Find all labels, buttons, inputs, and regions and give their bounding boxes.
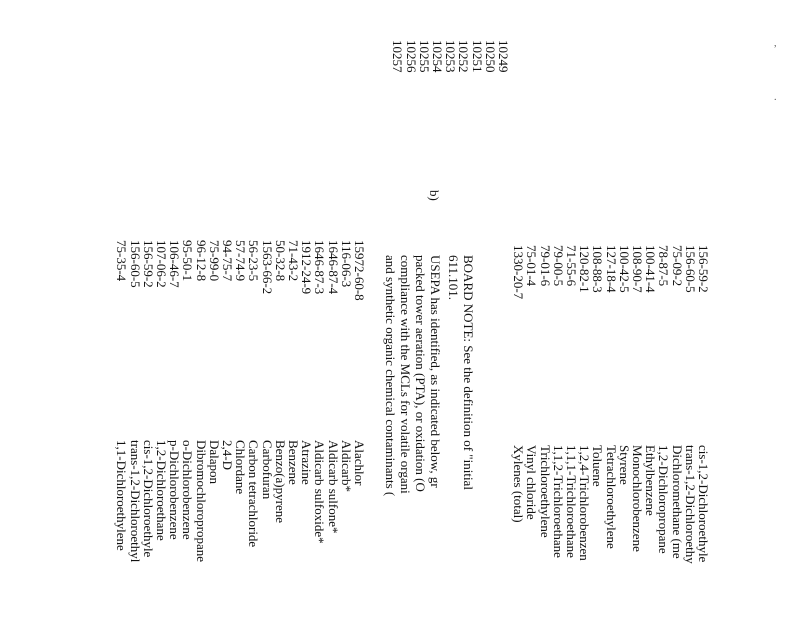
page-mark-top: , xyxy=(774,38,777,49)
cas-number-bottom: 75-99-0 xyxy=(206,240,222,282)
paragraph-b-line: USEPA has identified, as indicated below, gr xyxy=(428,255,443,488)
chemical-name-bottom: Chlordane xyxy=(233,440,249,495)
section-code: 10256 xyxy=(403,40,419,73)
cas-number-bottom: 1912-24-9 xyxy=(299,240,315,295)
cas-number-bottom: 106-46-7 xyxy=(167,240,183,288)
chemical-name-top: 1,1,2-Trichloroethane xyxy=(550,445,566,558)
cas-number-bottom: 1646-87-3 xyxy=(312,240,328,295)
section-code: 10255 xyxy=(416,40,432,73)
cas-number-bottom: 156-59-2 xyxy=(140,240,156,288)
chemical-name-top: Xylenes (total) xyxy=(511,445,527,523)
chemical-name-top: Dichloromethane (me xyxy=(669,445,685,559)
cas-number-top: 156-59-2 xyxy=(696,245,711,293)
section-code: 10250 xyxy=(482,40,498,73)
chemical-name-top: trans-1,2-Dichloroethy xyxy=(682,445,698,564)
cas-number-bottom: 107-06-2 xyxy=(154,240,169,288)
chemical-name-top: 1,2-Dichloropropane xyxy=(656,445,672,554)
cas-number-top: 100-42-5 xyxy=(616,245,632,293)
board-note-line: 611.101. xyxy=(446,255,461,301)
cas-number-bottom: 95-50-1 xyxy=(180,240,196,282)
cas-number-bottom: 56-23-5 xyxy=(246,240,262,282)
cas-number-bottom: 1646-87-4 xyxy=(325,240,341,295)
cas-number-bottom: 94-75-7 xyxy=(220,240,235,282)
paragraph-b-line: compliance with the MCLs for volatile organi xyxy=(398,255,413,494)
cas-number-top: 71-55-6 xyxy=(564,245,579,287)
section-code: 10252 xyxy=(456,40,472,73)
chemical-name-top: Vinyl chloride xyxy=(524,445,540,520)
chemical-name-bottom: Aldicarb sulfoxide* xyxy=(312,440,328,544)
list-b-label: b) xyxy=(427,190,442,201)
paragraph-b-line: packed tower aeration (PTA), or oxidation (O xyxy=(413,255,428,492)
cas-number-top: 156-60-5 xyxy=(682,245,698,293)
chemical-name-top: Monochlorobenzene xyxy=(630,445,645,552)
chemical-name-top: 1,2,4-Trichlorobenzen xyxy=(577,445,593,561)
chemical-name-bottom: Benzo(a)pyrene xyxy=(272,440,288,524)
chemical-name-bottom: Benzene xyxy=(286,440,301,485)
cas-number-top: 108-88-3 xyxy=(590,245,606,293)
cas-number-bottom: 50-32-8 xyxy=(272,240,288,282)
cas-number-top: 127-18-4 xyxy=(603,245,619,293)
cas-number-bottom: 1563-66-2 xyxy=(259,240,275,295)
chemical-name-bottom: p-Dichlorobenzene xyxy=(167,440,183,540)
cas-number-top: 75-01-4 xyxy=(524,245,540,287)
chemical-name-bottom: Dalapon xyxy=(206,440,222,485)
chemical-name-top: Ethylbenzene xyxy=(643,445,659,516)
chemical-name-top: cis-1,2-Dichloroethyle xyxy=(696,445,711,563)
cas-number-bottom: 57-74-9 xyxy=(233,240,249,282)
chemical-name-bottom: trans-1,2-Dichloroethyl xyxy=(127,440,143,563)
cas-number-bottom: 96-12-8 xyxy=(193,240,209,282)
section-code: 10251 xyxy=(469,40,485,73)
chemical-name-top: 1,1,1-Trichloroethane xyxy=(564,445,579,558)
chemical-name-bottom: Aldicarb sulfone* xyxy=(325,440,341,534)
chemical-name-bottom: Carbon tetrachloride xyxy=(246,440,262,548)
cas-number-bottom: 156-60-5 xyxy=(127,240,143,288)
chemical-name-bottom: cis-1,2-Dichloroethyle xyxy=(140,440,156,558)
cas-number-top: 108-90-7 xyxy=(630,245,645,293)
page-mark-bottom: . xyxy=(774,92,777,103)
chemical-name-bottom: Alachlor xyxy=(352,440,367,486)
cas-number-top: 120-82-1 xyxy=(577,245,593,293)
paragraph-b-line: and synthetic organic chemical contaminants ( xyxy=(383,255,398,497)
cas-number-bottom: 75-35-4 xyxy=(114,240,130,282)
board-note-line: BOARD NOTE: See the definition of "initial xyxy=(461,255,476,490)
cas-number-top: 75-09-2 xyxy=(669,245,685,287)
chemical-name-bottom: 1,1-Dichloroethylene xyxy=(114,440,130,551)
cas-number-bottom: 116-06-3 xyxy=(338,240,354,288)
chemical-name-bottom: Carbofuran xyxy=(259,440,275,500)
section-code: 10257 xyxy=(390,40,406,73)
cas-number-bottom: 71-43-2 xyxy=(286,240,301,282)
chemical-name-top: Toluene xyxy=(590,445,606,487)
section-code: 10253 xyxy=(443,40,459,73)
section-code: 10249 xyxy=(496,40,511,73)
chemical-name-top: Styrene xyxy=(616,445,632,485)
chemical-name-bottom: Atrazine xyxy=(299,440,315,485)
cas-number-top: 100-41-4 xyxy=(643,245,659,293)
chemical-name-bottom: 1,2-Dichloroethane xyxy=(154,440,169,541)
chemical-name-bottom: o-Dichlorobenzene xyxy=(180,440,196,540)
cas-number-top: 79-00-5 xyxy=(550,245,566,287)
chemical-name-top: Trichloroethylene xyxy=(537,445,553,538)
cas-number-top: 1330-20-7 xyxy=(511,245,527,300)
chemical-name-bottom: Dibromochloropropane xyxy=(193,440,209,563)
cas-number-top: 79-01-6 xyxy=(537,245,553,287)
chemical-name-bottom: 2,4-D xyxy=(220,440,235,470)
cas-number-bottom: 15972-60-8 xyxy=(352,240,367,301)
section-code: 10254 xyxy=(430,40,445,73)
chemical-name-top: Tetrachloroethylene xyxy=(603,445,619,549)
cas-number-top: 78-87-5 xyxy=(656,245,672,287)
chemical-name-bottom: Aldicarb* xyxy=(338,440,354,492)
